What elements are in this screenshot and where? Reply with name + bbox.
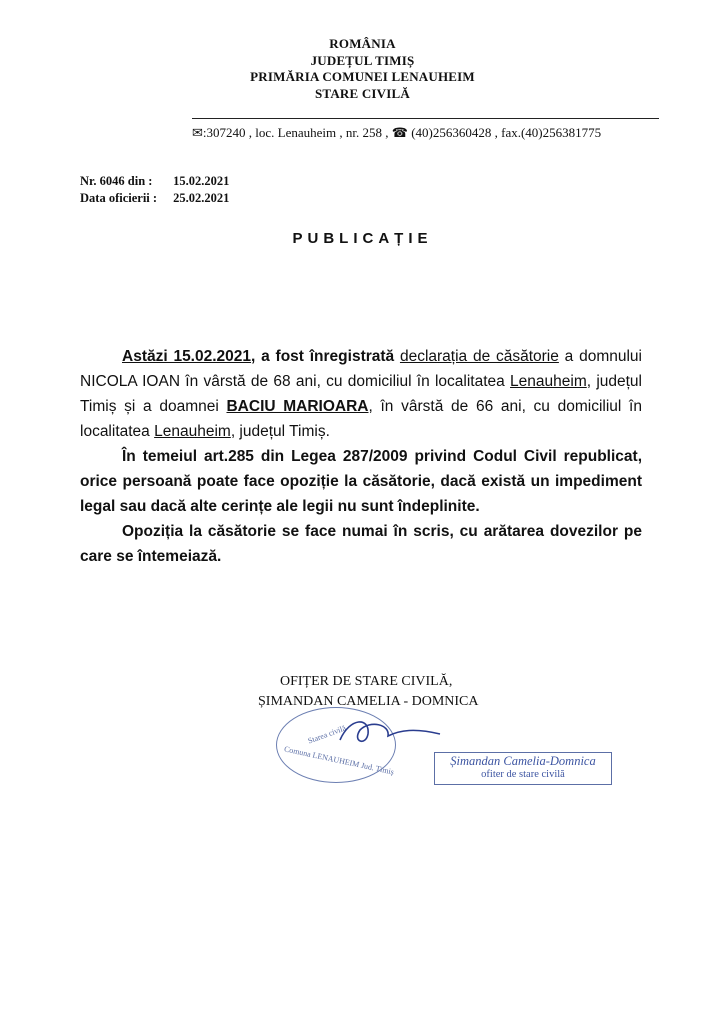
- mail-icon: ✉: [192, 125, 203, 140]
- address-text: :307240 , loc. Lenauheim , nr. 258 ,: [202, 125, 389, 140]
- document-header: [0, 36, 725, 102]
- document-body: [80, 344, 642, 569]
- header-country: ROMÂNIA: [329, 36, 396, 51]
- registration-info: [80, 173, 229, 207]
- registration-date: 15.02.2021: [173, 174, 230, 188]
- document-title: PUBLICAȚIE: [292, 230, 433, 247]
- officiation-date: 25.02.2021: [173, 191, 230, 205]
- official-stamp: Starea civilă Comuna LENAUHEIM Jud. Timiș: [276, 707, 396, 783]
- officer-name: ȘIMANDAN CAMELIA - DOMNICA: [258, 694, 479, 709]
- paragraph-opposition: Opoziția la căsătorie se face numai în scris, cu arătarea dovezilor pe care se întemeiază.: [80, 523, 642, 565]
- header-county: JUDEȚUL TIMIȘ: [310, 52, 415, 68]
- seal-name: Șimandan Camelia-Domnica: [450, 754, 596, 768]
- phone-text: (40)256360428 , fax.(40)256381775: [407, 125, 602, 140]
- signature-block: [258, 672, 578, 712]
- phone-icon: ☎: [391, 125, 408, 140]
- paragraph-legal-basis: În temeiul art.285 din Legea 287/2009 privind Codul Civil republicat, orice persoană poate face opoziție la căsătorie, dacă există un impediment legal sau dacă alte cerințe ale legii nu sunt îndeplinite.: [80, 448, 642, 515]
- header-department: STARE CIVILĂ: [315, 85, 410, 101]
- header-city-hall: PRIMĂRIA COMUNEI LENAUHEIM: [250, 69, 475, 84]
- officiation-date-label: Data oficierii :: [80, 191, 158, 205]
- officer-role: OFIȚER DE STARE CIVILĂ,: [280, 674, 453, 689]
- paragraph-declaration: Astăzi 15.02.2021, a fost înregistrată declarația de căsătorie a domnului NICOLA IOAN în vârstă de 68 ani, cu domiciliul în localitatea Lenauheim, județul Timiș și a doamnei BACIU MARIOARA, în vârstă de 66 ani, cu domiciliul în localitatea Lenauheim, județul Timiș.: [80, 348, 642, 440]
- contact-line: [192, 118, 659, 141]
- registration-number-label: Nr. 6046 din :: [80, 174, 153, 188]
- seal-role: ofiter de stare civilă: [481, 769, 565, 780]
- name-seal: [434, 752, 612, 785]
- handwritten-signature: [330, 712, 450, 752]
